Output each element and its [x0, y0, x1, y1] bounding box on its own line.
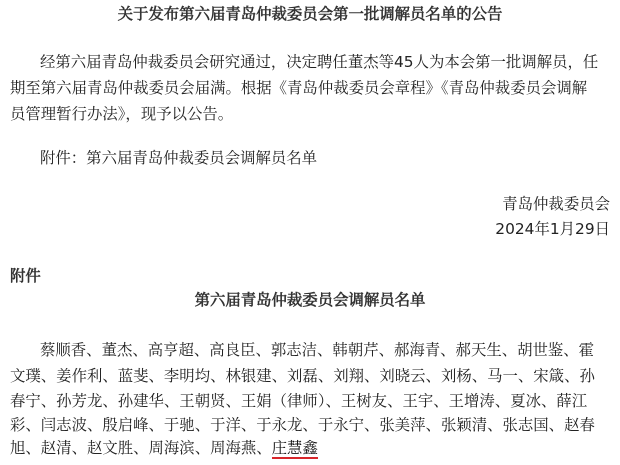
notice-title: 关于发布第六届青岛仲裁委员会第一批调解员名单的公告 — [117, 5, 503, 23]
body-line-2: 期至第六届青岛仲裁委员会届满。根据《青岛仲裁委员会章程》《青岛仲裁委员会调解 — [10, 79, 588, 97]
body-line-1: 经第六届青岛仲裁委员会研究通过，决定聘任董杰等45人为本会第一批调解员，任 — [40, 53, 599, 71]
name-line-1: 蔡顺香、董杰、高亨超、高良臣、郭志洁、韩朝芹、郝海青、郝天生、胡世鉴、霍 — [40, 341, 595, 359]
body-line-3: 员管理暂行办法》，现予以公告。 — [10, 105, 234, 123]
name-line-3: 春宁、孙芳龙、孙建华、王朝贤、王娟（律师）、王树友、王宇、王增涛、夏冰、薛江 — [10, 392, 588, 410]
attachment-label: 附件 — [10, 267, 41, 285]
list-title: 第六届青岛仲裁委员会调解员名单 — [194, 291, 426, 309]
signature-org: 青岛仲裁委员会 — [502, 195, 610, 213]
highlighted-name: 庄慧鑫 — [271, 439, 318, 457]
name-line-5 — [10, 438, 318, 458]
attachment-note: 附件：第六届青岛仲裁委员会调解员名单 — [40, 149, 318, 167]
signature-date: 2024年1月29日 — [495, 220, 610, 238]
name-line-2: 文璞、姜作利、蓝斐、李明均、林银建、刘磊、刘翔、刘晓云、刘杨、马一、宋箴、孙 — [10, 367, 595, 385]
name-line-5-text: 旭、赵清、赵文胜、周海滨、周海燕、 — [10, 439, 272, 457]
name-line-4: 彩、闫志波、殷启峰、于驰、于洋、于永龙、于永宁、张美萍、张颖清、张志国、赵春 — [10, 416, 595, 434]
